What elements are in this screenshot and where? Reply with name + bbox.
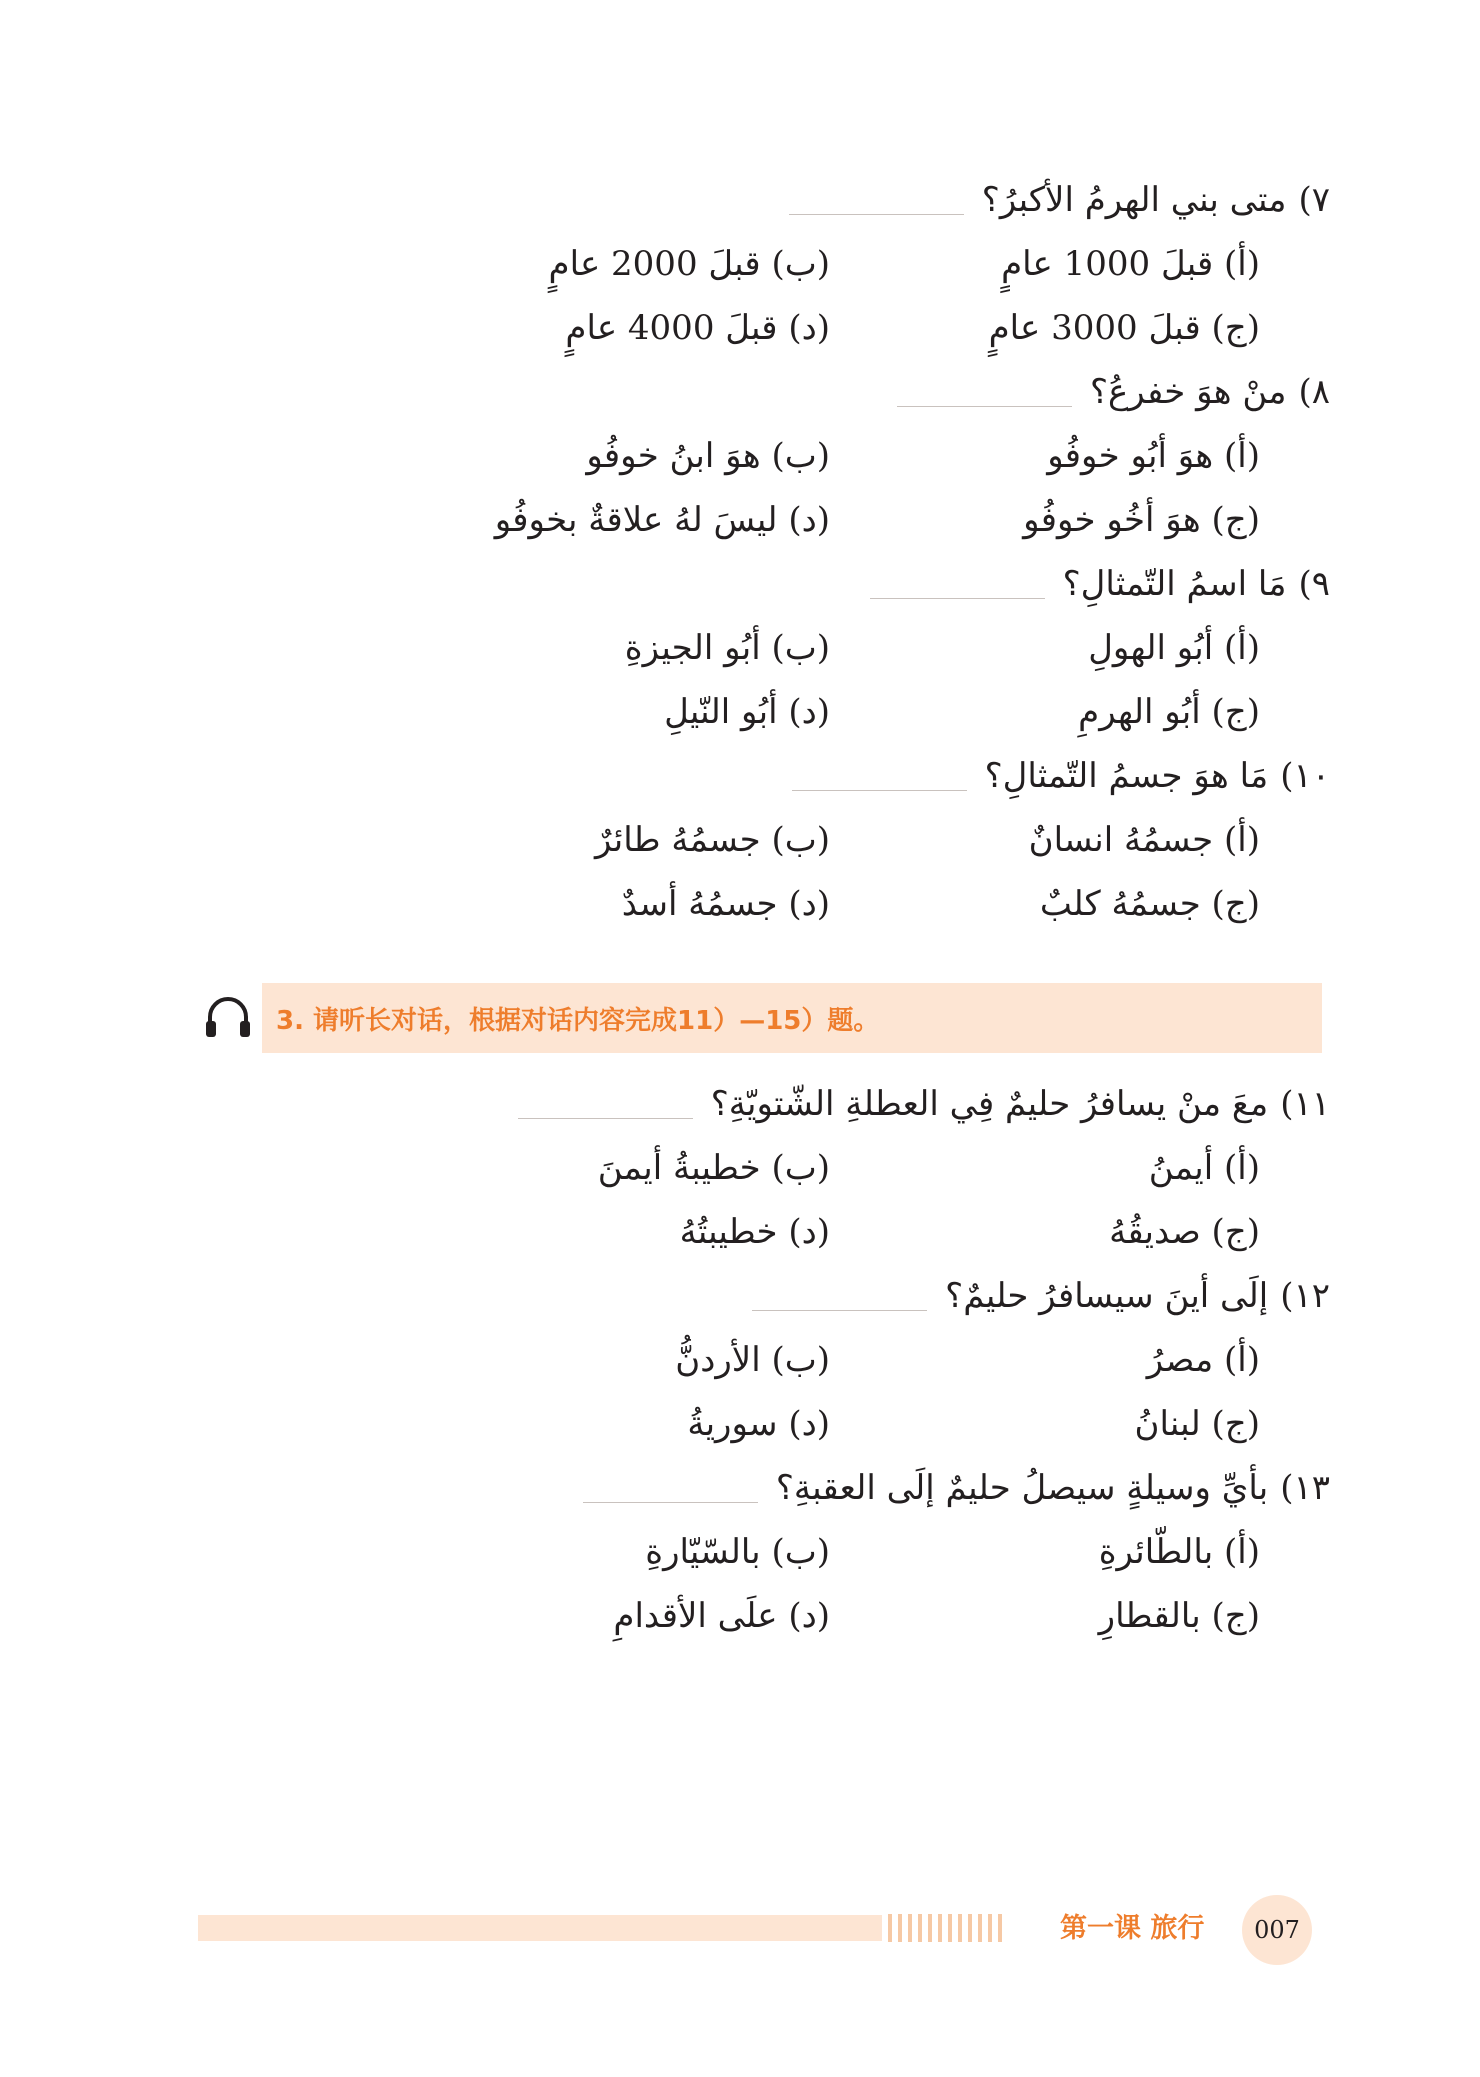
lesson-title: 第一课 旅行	[1060, 1913, 1205, 1944]
option-d[interactable]: (د) سوريةُ	[687, 1404, 830, 1444]
option-d[interactable]: (د) علَى الأقدامِ	[613, 1596, 830, 1636]
answer-blank[interactable]	[870, 598, 1045, 599]
option-c[interactable]: (ج) لبنانُ	[1134, 1404, 1260, 1444]
answer-blank[interactable]	[792, 790, 967, 791]
footer-bar	[198, 1915, 882, 1941]
option-a[interactable]: (أ) أيمنُ	[1148, 1148, 1260, 1188]
question-9	[470, 552, 1330, 616]
option-b[interactable]: (ب) الأردنُّ	[675, 1340, 830, 1380]
option-a[interactable]: (أ) قبلَ 1000 عامٍ	[1001, 244, 1260, 284]
option-c[interactable]: (ج) قبلَ 3000 عامٍ	[988, 308, 1260, 348]
options-row	[470, 1328, 1330, 1392]
question-11	[470, 1072, 1330, 1136]
option-b[interactable]: (ب) بالسّيّارةِ	[645, 1532, 830, 1572]
question-text: معَ منْ يسافرُ حليمٌ فِي العطلةِ الشّتويّةِ؟	[710, 1084, 1269, 1124]
question-text: منْ هوَ خفرعُ؟	[1089, 372, 1287, 412]
options-row	[470, 872, 1330, 936]
question-group-2	[470, 1072, 1330, 1648]
options-row	[470, 680, 1330, 744]
question-number: ٧)	[1298, 180, 1330, 220]
option-b[interactable]: (ب) قبلَ 2000 عامٍ	[548, 244, 830, 284]
question-number: ١٢)	[1280, 1276, 1330, 1316]
option-c[interactable]: (ج) أبُو الهرمِ	[1078, 692, 1260, 732]
options-row	[470, 488, 1330, 552]
question-12	[470, 1264, 1330, 1328]
option-d[interactable]: (د) قبلَ 4000 عامٍ	[565, 308, 830, 348]
options-row	[470, 1392, 1330, 1456]
question-text: بأيِّ وسيلةٍ سيصلُ حليمٌ إلَى العقبةِ؟	[775, 1468, 1269, 1508]
option-d[interactable]: (د) خطيبتُهُ	[679, 1212, 830, 1252]
question-8	[470, 360, 1330, 424]
options-row	[470, 296, 1330, 360]
option-c[interactable]: (ج) بالقطارِ	[1098, 1596, 1260, 1636]
question-text: مَا هوَ جسمُ التّمثالِ؟	[984, 756, 1269, 796]
option-d[interactable]: (د) جسمُهُ أسدٌ	[621, 884, 830, 924]
answer-blank[interactable]	[583, 1502, 758, 1503]
answer-blank[interactable]	[789, 214, 964, 215]
answer-blank[interactable]	[897, 406, 1072, 407]
footer-stripes	[888, 1914, 1012, 1942]
option-a[interactable]: (أ) مصرُ	[1146, 1340, 1260, 1380]
headphones-icon	[204, 995, 252, 1039]
option-a[interactable]: (أ) جسمُهُ انسانٌ	[1028, 820, 1260, 860]
option-a[interactable]: (أ) هوَ أبُو خوفُو	[1047, 436, 1260, 476]
question-number: ١٣)	[1280, 1468, 1330, 1508]
question-text: إلَى أينَ سيسافرُ حليمٌ؟	[945, 1276, 1269, 1316]
answer-blank[interactable]	[752, 1310, 927, 1311]
question-group-1	[470, 168, 1330, 936]
options-row	[470, 1136, 1330, 1200]
options-row	[470, 1520, 1330, 1584]
question-number: ٨)	[1298, 372, 1330, 412]
option-b[interactable]: (ب) جسمُهُ طائرٌ	[594, 820, 830, 860]
answer-blank[interactable]	[518, 1118, 693, 1119]
question-text: مَا اسمُ التّمثالِ؟	[1062, 564, 1287, 604]
options-row	[470, 424, 1330, 488]
options-row	[470, 616, 1330, 680]
question-number: ٩)	[1298, 564, 1330, 604]
question-13	[470, 1456, 1330, 1520]
page-number: 007	[1242, 1895, 1312, 1965]
option-c[interactable]: (ج) هوَ أخُو خوفُو	[1023, 500, 1260, 540]
option-a[interactable]: (أ) بالطّائرةِ	[1098, 1532, 1260, 1572]
section-instruction: 3. 请听长对话，根据对话内容完成11）—15）题。	[276, 1005, 880, 1036]
options-row	[470, 808, 1330, 872]
option-c[interactable]: (ج) صديقُهُ	[1109, 1212, 1260, 1252]
question-number: ١٠)	[1280, 756, 1330, 796]
option-a[interactable]: (أ) أبُو الهولِ	[1088, 628, 1260, 668]
section-banner	[262, 983, 1322, 1053]
options-row	[470, 1584, 1330, 1648]
option-b[interactable]: (ب) خطيبةُ أيمنَ	[597, 1148, 830, 1188]
option-b[interactable]: (ب) أبُو الجيزةِ	[624, 628, 830, 668]
options-row	[470, 1200, 1330, 1264]
options-row	[470, 232, 1330, 296]
question-text: متى بني الهرمُ الأكبرُ؟	[981, 180, 1287, 220]
question-10	[470, 744, 1330, 808]
option-c[interactable]: (ج) جسمُهُ كلبٌ	[1039, 884, 1260, 924]
option-d[interactable]: (د) ليسَ لهُ علاقةٌ بخوفُو	[494, 500, 830, 540]
option-d[interactable]: (د) أبُو النّيلِ	[664, 692, 830, 732]
option-b[interactable]: (ب) هوَ ابنُ خوفُو	[586, 436, 830, 476]
question-7	[470, 168, 1330, 232]
question-number: ١١)	[1280, 1084, 1330, 1124]
